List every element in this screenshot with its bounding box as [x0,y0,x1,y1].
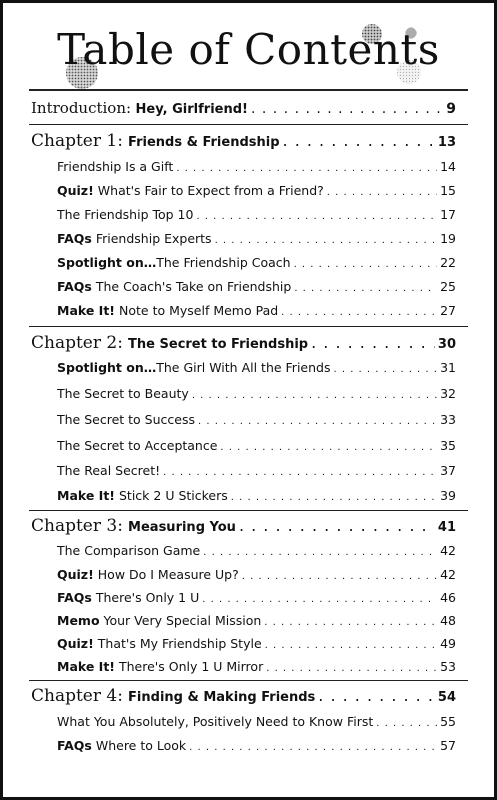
toc-entry[interactable]: Make It! Stick 2 U Stickers . . . 39 [57,488,456,503]
dot-leader [281,307,437,318]
toc-entry[interactable]: Make It! There's Only 1 U Mirror . . . 53 [57,659,456,674]
dot-leader [231,492,437,503]
dot-leader [220,442,437,453]
page-number: 48 [440,613,456,628]
page-number: 19 [440,231,456,246]
section-divider [29,510,468,511]
dot-leader [294,283,437,294]
page-number: 53 [440,659,456,674]
dot-leader [202,594,437,605]
section-divider [29,124,468,125]
toc-intro-label: Introduction: Hey, Girlfriend! [31,99,248,117]
page-number: 49 [440,636,456,651]
toc-entry[interactable]: FAQs The Coach's Take on Friendship . . . 25 [57,279,456,294]
toc-intro-row[interactable] [31,99,456,117]
page-number: 39 [440,488,456,503]
dot-leader [311,333,435,352]
toc-entry[interactable]: Quiz! That's My Friendship Style . . . 49 [57,636,456,651]
page-number: 57 [440,738,456,753]
page-number: 33 [440,412,456,427]
chapter-heading-2[interactable]: Chapter 2: The Secret to Friendship . . . 30 [31,333,456,353]
page-number: 42 [440,567,456,582]
page-number: 42 [440,543,456,558]
page-number: 25 [440,279,456,294]
toc-entry[interactable]: The Secret to Beauty . . . 32 [57,386,456,401]
dot-leader [266,663,437,674]
toc-entry[interactable]: Quiz! How Do I Measure Up? . . . 42 [57,567,456,582]
page-number: 14 [440,159,456,174]
page-number: 37 [440,463,456,478]
toc-entry[interactable]: FAQs Where to Look . . . 57 [57,738,456,753]
toc-entry[interactable]: What You Absolutely, Positively Need to Know First . . . 55 [57,714,456,729]
chapter-heading-1[interactable]: Chapter 1: Friends & Friendship . . . 13 [31,131,456,151]
dot-leader [283,131,435,150]
dot-leader [327,187,437,198]
dot-leader [333,364,437,375]
toc-entry[interactable]: Make It! Note to Myself Memo Pad . . . 27 [57,303,456,318]
page-number: 32 [440,386,456,401]
section-divider [29,680,468,681]
dot-leader [198,416,437,427]
chapter-heading-4[interactable]: Chapter 4: Finding & Making Friends . . . 54 [31,686,456,706]
page-number: 27 [440,303,456,318]
toc-entry[interactable]: The Comparison Game . . . 42 [57,543,456,558]
dot-leader [215,235,438,246]
dot-leader [318,686,435,705]
toc-entry[interactable]: FAQs There's Only 1 U . . . 46 [57,590,456,605]
dot-leader [176,163,437,174]
dot-leader [239,516,435,535]
page-number: 55 [440,714,456,729]
toc-entry[interactable]: The Secret to Success . . . 33 [57,412,456,427]
page-number: 22 [440,255,456,270]
toc-entry[interactable]: The Friendship Top 10 . . . 17 [57,207,456,222]
title-divider [29,89,468,91]
toc-entry[interactable]: Memo Your Very Special Mission . . . 48 [57,613,456,628]
dot-leader [163,467,437,478]
page-number: 15 [440,183,456,198]
page-number: 9 [446,101,456,117]
page-number: 30 [437,337,456,352]
dot-leader [242,571,437,582]
page-number: 13 [437,135,456,150]
dot-leader [264,617,437,628]
dot-leader [203,547,437,558]
toc-entry[interactable]: Spotlight on…The Girl With All the Friends . . . 31 [57,360,456,375]
toc-entry[interactable]: The Real Secret! . . . 37 [57,463,456,478]
page-title: Table of Contents [57,25,440,74]
page-number: 17 [440,207,456,222]
dot-leader [196,211,437,222]
toc-entry[interactable]: Spotlight on…The Friendship Coach . . . 22 [57,255,456,270]
page-number: 54 [437,690,456,705]
page-number: 41 [437,520,456,535]
section-divider [29,326,468,327]
dot-leader [192,390,437,401]
dot-leader [265,640,437,651]
dot-leader [294,259,438,270]
dot-leader [376,718,437,729]
page-number: 31 [440,360,456,375]
page-number: 35 [440,438,456,453]
dot-leader [251,101,443,117]
toc-entry[interactable]: The Secret to Acceptance . . . 35 [57,438,456,453]
toc-entry[interactable]: Quiz! What's Fair to Expect from a Friend? . . . 15 [57,183,456,198]
toc-entry[interactable]: Friendship Is a Gift . . . 14 [57,159,456,174]
dot-leader [189,742,437,753]
page-number: 46 [440,590,456,605]
chapter-heading-3[interactable]: Chapter 3: Measuring You . . . 41 [31,516,456,536]
toc-entry[interactable]: FAQs Friendship Experts . . . 19 [57,231,456,246]
